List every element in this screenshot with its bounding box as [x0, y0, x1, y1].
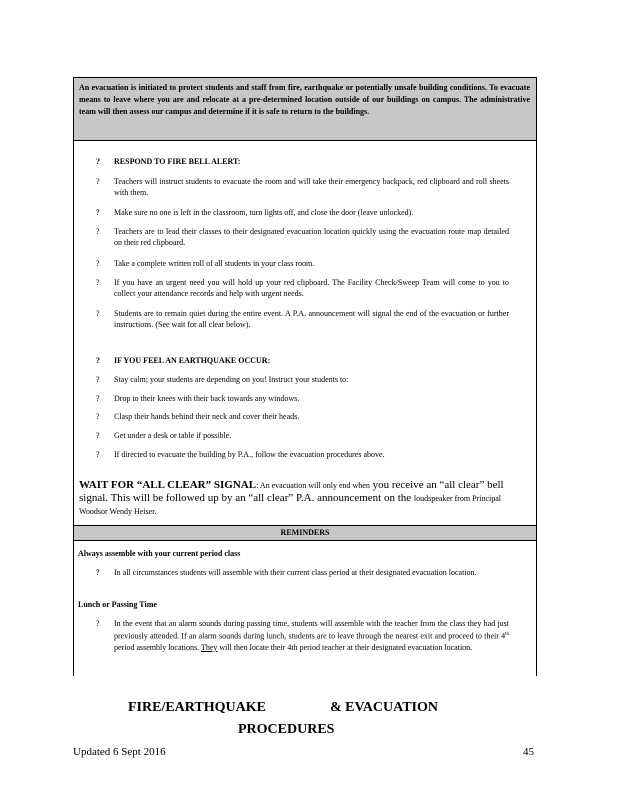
- always-heading: Always assemble with your current period class: [78, 549, 241, 558]
- wait-text-3: loudspeaker from Principal Woodsor Wendy Heiser.: [79, 494, 502, 516]
- wait-text-2: you receive an “all clear” bell signal. This will be followed up by an “all clear” P.A. announcement on the: [79, 479, 504, 504]
- bullet-icon: ?: [96, 309, 100, 318]
- lunch-text-b: period assembly locations.: [114, 642, 201, 652]
- lunch-they: They: [200, 642, 218, 652]
- updated-date: Updated 6 Sept 2016: [73, 746, 166, 758]
- quake-item-text: Drop to their knees with their back towards any windows.: [114, 394, 300, 403]
- fire-item-text: Take a complete written roll of all students in your class room.: [114, 259, 315, 268]
- bullet-icon: ?: [96, 619, 100, 628]
- wait-lead: WAIT FOR “ALL CLEAR” SIGNAL: [79, 479, 257, 491]
- fire-item-text: Teachers are to lead their classes to their designated evacuation location quickly using the evacuation route map detailed on their red clipboard.: [114, 227, 509, 247]
- bullet-icon: ?: [96, 568, 100, 577]
- fire-item-text: Make sure no one is left in the classroom, turn lights off, and close the door (leave unlocked).: [114, 208, 414, 217]
- procedures-box: [73, 77, 537, 676]
- reminders-bar: REMINDERS: [74, 525, 536, 541]
- wait-text-1: : An evacuation will only end when: [256, 481, 370, 490]
- quake-item-text: Clasp their hands behind their neck and cover their heads.: [114, 412, 300, 421]
- bullet-icon: ?: [96, 227, 100, 236]
- intro-paragraph: An evacuation is initiated to protect students and staff from fire, earthquake or potentially unsafe building conditions. To evacuate means to leave where you are and relocate at a pre-determined location outside of our buildings on campus. The administrative team will then assess our campus and determine if it is safe to return to the buildings.: [74, 78, 536, 141]
- page-number: 45: [523, 746, 534, 758]
- quake-item-text: Get under a desk or table if possible.: [114, 431, 232, 440]
- bullet-icon: ?: [96, 431, 100, 440]
- always-item-text: In all circumstances students will assemble with their current class period at their designated evacuation location.: [114, 568, 477, 577]
- fire-item-text: Students are to remain quiet during the entire event. A P.A. announcement will signal the end of the evacuation or further instructions. (See wait for all clear below).: [114, 309, 509, 329]
- bullet-icon: ?: [96, 157, 100, 166]
- lunch-text-a: In the event that an alarm sounds during passing time, students will assemble with the teacher from the class they had just previously attended. If an alarm sounds during lunch, students are to leave through the nearest exit and proceed to their 4: [114, 619, 509, 641]
- bullet-icon: ?: [96, 450, 100, 459]
- page-title-part3: PROCEDURES: [238, 722, 335, 737]
- fire-heading: RESPOND TO FIRE BELL ALERT:: [114, 157, 241, 166]
- fire-item-text: Teachers will instruct students to evacuate the room and will take their emergency backpack, red clipboard and roll sheets with them.: [114, 177, 509, 197]
- lunch-sup: th: [505, 632, 509, 637]
- lunch-heading: Lunch or Passing Time: [78, 600, 157, 609]
- bullet-icon: ?: [96, 278, 100, 287]
- bullet-icon: ?: [96, 259, 100, 268]
- quake-item-text: If directed to evacuate the building by P.A., follow the evacuation procedures above.: [114, 450, 385, 459]
- page-title-part2: & EVACUATION: [330, 700, 438, 715]
- lunch-item-text: [114, 618, 509, 653]
- wait-all-clear-paragraph: [79, 479, 529, 518]
- quake-heading: IF YOU FEEL AN EARTHQUAKE OCCUR:: [114, 356, 271, 365]
- fire-item-text: If you have an urgent need you will hold up your red clipboard. The Facility Check/Sweep Team will come to you to collect your attendance records and help with urgent needs.: [114, 278, 509, 298]
- page-title-part1: FIRE/EARTHQUAKE: [128, 700, 266, 715]
- bullet-icon: ?: [96, 177, 100, 186]
- bullet-icon: ?: [96, 394, 100, 403]
- bullet-icon: ?: [96, 208, 100, 217]
- lunch-text-c: will then locate their 4th period teacher at their designated evacuation location.: [217, 642, 473, 652]
- bullet-icon: ?: [96, 412, 100, 421]
- bullet-icon: ?: [96, 356, 100, 365]
- bullet-icon: ?: [96, 375, 100, 384]
- quake-item-text: Stay calm; your students are depending on you! Instruct your students to:: [114, 375, 349, 384]
